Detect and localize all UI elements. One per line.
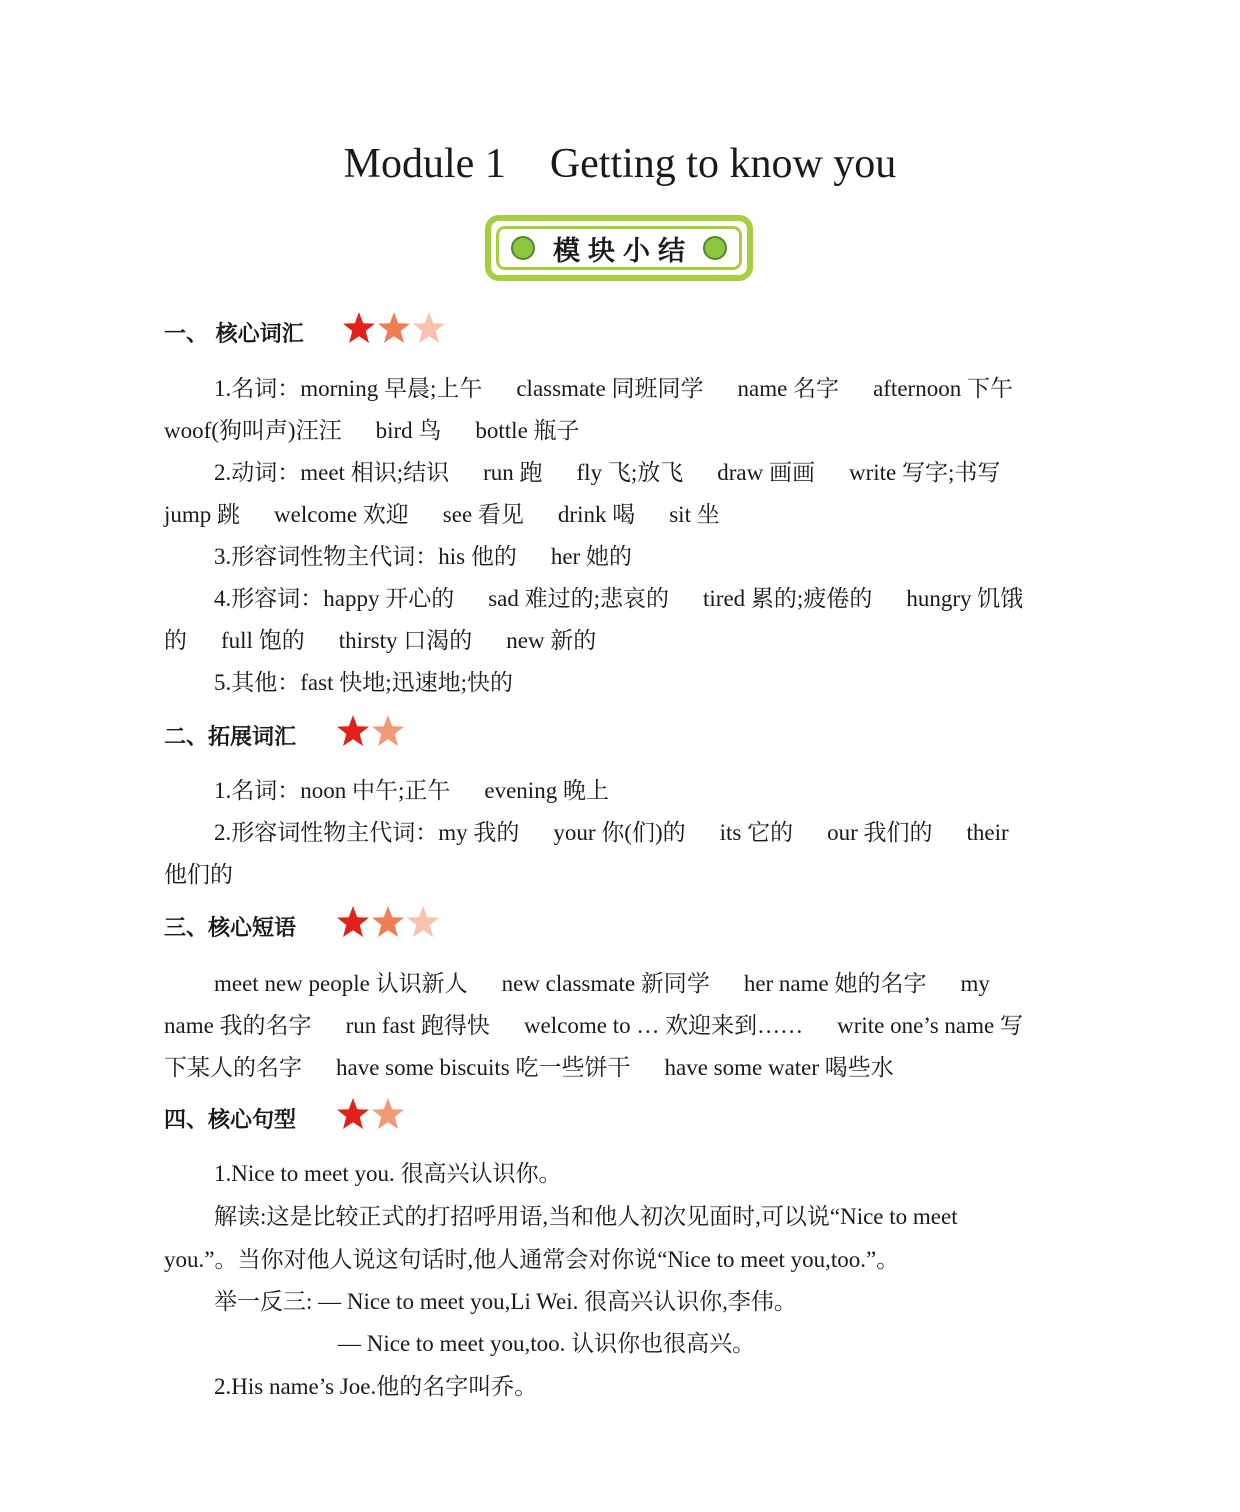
phrase-item: name 我的名字 bbox=[164, 1013, 312, 1038]
vocab-line bbox=[214, 454, 1000, 487]
vocab-line bbox=[164, 496, 720, 529]
explanation-line: 解读:这是比较正式的打招呼用语,当和他人初次见面时,可以说“Nice to meet bbox=[214, 1204, 958, 1229]
star-icon bbox=[336, 1097, 370, 1131]
section-heading-extended-vocabulary: 二、拓展词汇 bbox=[164, 725, 297, 750]
star-icon bbox=[406, 905, 440, 939]
vocab-item: draw 画画 bbox=[717, 460, 815, 485]
sentence-line: 1.Nice to meet you. 很高兴认识你。 bbox=[214, 1161, 562, 1186]
vocab-item: evening 晚上 bbox=[484, 778, 609, 803]
section-heading-core-vocabulary: 一、 核心词汇 bbox=[164, 322, 304, 347]
vocab-item: her 她的 bbox=[550, 544, 632, 569]
vocab-item: 4.形容词：happy 开心的 bbox=[214, 586, 455, 611]
star-icon bbox=[336, 905, 370, 939]
example-reply-line: — Nice to meet you,too. 认识你也很高兴。 bbox=[338, 1331, 756, 1356]
module-summary-banner bbox=[485, 215, 753, 281]
vocab-item: 1.名词：morning 早晨;上午 bbox=[214, 376, 483, 401]
vocab-item: your 你(们)的 bbox=[553, 820, 686, 845]
phrase-item: welcome to … 欢迎来到…… bbox=[523, 1013, 804, 1038]
section-heading-core-sentences: 四、核心句型 bbox=[164, 1108, 297, 1133]
phrase-item: have some water 喝些水 bbox=[664, 1055, 894, 1080]
star-icon bbox=[412, 311, 446, 345]
phrase-line bbox=[164, 1007, 1023, 1040]
green-dot-icon bbox=[703, 236, 727, 260]
star-icon bbox=[336, 714, 370, 748]
phrase-line bbox=[214, 965, 990, 998]
vocab-item: bottle 瓶子 bbox=[475, 418, 580, 443]
vocab-item: 的 bbox=[164, 628, 187, 653]
green-dot-icon bbox=[511, 236, 535, 260]
page-title bbox=[0, 140, 1240, 188]
vocab-item: 5.其他：fast 快地;迅速地;快的 bbox=[214, 670, 513, 695]
vocab-item: bird 鸟 bbox=[375, 418, 442, 443]
rating-2-stars bbox=[336, 714, 406, 748]
example-line: 举一反三: — Nice to meet you,Li Wei. 很高兴认识你,李伟。 bbox=[214, 1289, 797, 1314]
vocab-item: see 看见 bbox=[442, 502, 524, 527]
vocab-item: tired 累的;疲倦的 bbox=[703, 586, 873, 611]
module-number: Module 1 bbox=[343, 141, 506, 187]
phrase-item: her name 她的名字 bbox=[743, 971, 927, 996]
vocab-item: their bbox=[966, 820, 1009, 845]
vocab-line bbox=[214, 580, 1023, 613]
vocab-item: sad 难过的;悲哀的 bbox=[488, 586, 670, 611]
vocab-line bbox=[164, 856, 233, 889]
vocab-item: 3.形容词性物主代词：his 他的 bbox=[214, 544, 517, 569]
vocab-item: name 名字 bbox=[737, 376, 840, 401]
vocab-item: its 它的 bbox=[719, 820, 794, 845]
vocab-line bbox=[214, 538, 632, 571]
rating-3-stars bbox=[342, 311, 447, 345]
vocab-item: full 饱的 bbox=[221, 628, 305, 653]
vocab-item: write 写字;书写 bbox=[848, 460, 1001, 485]
vocab-item: sit 坐 bbox=[669, 502, 720, 527]
vocab-item: 他们的 bbox=[164, 862, 233, 887]
module-topic: Getting to know you bbox=[549, 141, 897, 187]
phrase-item: 下某人的名字 bbox=[164, 1055, 302, 1080]
phrase-item: run fast 跑得快 bbox=[345, 1013, 490, 1038]
vocab-item: jump 跳 bbox=[164, 502, 241, 527]
phrase-item: meet new people 认识新人 bbox=[214, 971, 468, 996]
vocab-item: our 我们的 bbox=[827, 820, 933, 845]
rating-2-stars bbox=[336, 1097, 406, 1131]
star-icon bbox=[371, 714, 405, 748]
phrase-line bbox=[164, 1049, 894, 1082]
vocab-item: classmate 同班同学 bbox=[516, 376, 704, 401]
vocab-line bbox=[164, 622, 596, 655]
vocab-item: hungry 饥饿 bbox=[906, 586, 1024, 611]
phrase-item: have some biscuits 吃一些饼干 bbox=[336, 1055, 631, 1080]
sentence-line: 2.His name’s Joe.他的名字叫乔。 bbox=[214, 1374, 538, 1399]
explanation-line: you.”。当你对他人说这句话时,他人通常会对你说“Nice to meet you,too.”。 bbox=[164, 1247, 900, 1272]
banner-label: 模块小结 bbox=[553, 235, 693, 267]
phrase-item: my bbox=[960, 971, 990, 996]
vocab-item: new 新的 bbox=[506, 628, 597, 653]
vocab-item: afternoon 下午 bbox=[873, 376, 1013, 401]
vocab-item: 2.形容词性物主代词：my 我的 bbox=[214, 820, 520, 845]
vocab-item: run 跑 bbox=[483, 460, 543, 485]
vocab-item: thirsty 口渴的 bbox=[338, 628, 473, 653]
vocab-line bbox=[164, 412, 580, 445]
vocab-line bbox=[214, 664, 513, 697]
vocab-item: fly 飞;放飞 bbox=[576, 460, 684, 485]
section-heading-core-phrases: 三、核心短语 bbox=[164, 916, 297, 941]
vocab-line bbox=[214, 814, 1009, 847]
phrase-item: write one’s name 写 bbox=[837, 1013, 1023, 1038]
vocab-line bbox=[214, 772, 609, 805]
vocab-item: 1.名词：noon 中午;正午 bbox=[214, 778, 451, 803]
vocab-item: drink 喝 bbox=[557, 502, 636, 527]
vocab-line bbox=[214, 370, 1013, 403]
vocab-item: woof(狗叫声)汪汪 bbox=[164, 418, 342, 443]
vocab-item: welcome 欢迎 bbox=[274, 502, 409, 527]
star-icon bbox=[371, 1097, 405, 1131]
star-icon bbox=[371, 905, 405, 939]
star-icon bbox=[342, 311, 376, 345]
vocab-item: 2.动词：meet 相识;结识 bbox=[214, 460, 450, 485]
rating-3-stars bbox=[336, 905, 441, 939]
star-icon bbox=[377, 311, 411, 345]
phrase-item: new classmate 新同学 bbox=[501, 971, 710, 996]
